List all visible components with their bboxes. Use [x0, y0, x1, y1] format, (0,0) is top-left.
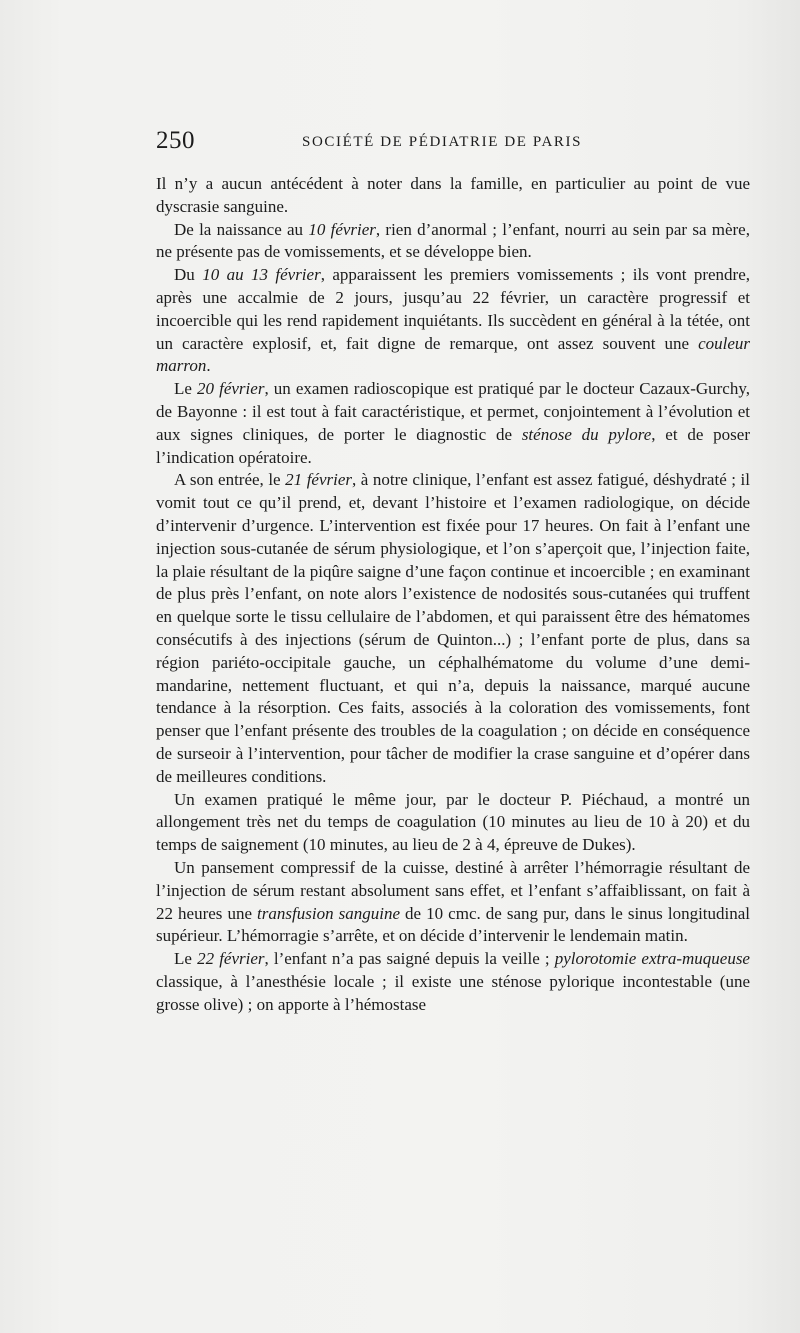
- text-run: , rien d’anormal ; l’enfant, nourri au sein par sa mère, ne présente pas de vomissements, et se développe bien.: [156, 219, 750, 262]
- text-run: Un examen pratiqué le même jour, par le docteur P. Piéchaud, a montré un allongement très net du temps de coagulation (10 minutes au lieu de 10 à 20) et du temps de saignement (10 minutes, au lieu de 2 à 4, épreuve de Dukes).: [156, 789, 750, 855]
- text-run: Il n’y a aucun antécédent à noter dans la famille, en particulier au point de vue dyscrasie sanguine.: [156, 174, 750, 216]
- paragraph-7: [156, 857, 750, 948]
- italic-run: 10 février: [308, 219, 376, 239]
- text-run: Un pansement compressif de la cuisse, destiné à arrêter l’hémorragie résultant de l’injection de sérum restant absolument sans effet, et l’enfant s’affaiblissant, on fait à 22 heures une: [156, 857, 750, 923]
- text-run: de 10 cmc. de sang pur, dans le sinus longitudinal supérieur. L’hémorragie s’arrête, et on décide d’intervenir le lendemain matin.: [156, 903, 751, 946]
- paragraph-3: [156, 264, 750, 378]
- italic-run: couleur marron: [156, 333, 750, 376]
- text-run: , et de poser l’indication opératoire.: [156, 424, 750, 467]
- text-run: Du: [174, 265, 203, 285]
- text-run: , à notre clinique, l’enfant est assez fatigué, déshydraté ; il vomit tout ce qu’il prend, et, devant l’histoire et l’examen radiologique, on décide d’intervenir d’urgence. L’intervention est fixée pour 17 heures. On fait à l’enfant une injection sous-cutanée de sérum physiologique, et l’on s’aperçoit que, l’injection faite, la plaie résultant de la piqûre saigne d’une façon continue et incoercible ; en examinant de plus près l’enfant, on note alors l’existence de nodosités sous-cutanées qui truffent en quelque sorte le tissu cellulaire de l’abdomen, et qui paraissent être des hématomes consécutifs à des injections (sérum de Quinton...) ; l’enfant porte de plus, dans sa région pariéto-occipitale gauche, un céphalhématome du volume d’une demi-mandarine, nettement fluctuant, et qui n’a, depuis la naissance, marqué aucune tendance à la résorption. Ces faits, associés à la coloration des vomissements, font penser que l’enfant présente des troubles de la coagulation ; on décide en conséquence de surseoir à l’intervention, pour tâcher de modifier la crase sanguine et d’opérer dans de meilleures conditions.: [156, 470, 750, 786]
- text-run: classique, à l’anesthésie locale ; il existe une sténose pylorique incontestable (une grosse olive) ; on apporte à l’hémostase: [156, 971, 750, 1014]
- italic-run: sténose du pylore: [521, 424, 652, 444]
- text-run: Le: [174, 949, 198, 969]
- italic-run: 21 février: [285, 470, 353, 490]
- paragraph-6: [156, 789, 750, 857]
- paragraph-8: [156, 948, 750, 1016]
- italic-run: 22 février: [197, 949, 265, 969]
- paragraph-4: [156, 378, 750, 469]
- text-run: , l’enfant n’a pas saigné depuis la veille ;: [264, 949, 555, 969]
- page-header: [156, 126, 748, 156]
- text-run: , un examen radioscopique est pratiqué par le docteur Cazaux-Gurchy, de Bayonne : il est tout à fait caractéristique, et permet, conjointement à l’évolution et aux signes cliniques, de porter le diagnostic de: [156, 379, 750, 444]
- paragraph-2: [156, 219, 750, 265]
- italic-run: 20 février: [197, 379, 265, 399]
- italic-run: transfusion sanguine: [257, 903, 400, 923]
- running-title: SOCIÉTÉ DE PÉDIATRIE DE PARIS: [302, 134, 583, 150]
- text-run: .: [206, 356, 211, 376]
- body-text: [156, 173, 750, 1016]
- paragraph-5: [156, 469, 750, 788]
- text-run: De la naissance au: [174, 219, 309, 239]
- text-run: , apparaissent les premiers vomissements ; ils vont prendre, après une accalmie de 2 jours, jusqu’au 22 février, un caractère progressif et incoercible qui les rend rapidement inquiétants. Ils succèdent en général à la tétée, ont un caractère explosif, et, fait digne de remarque, ont assez souvent une: [156, 265, 751, 353]
- page-number: 250: [156, 127, 195, 154]
- paragraph-1: [156, 173, 750, 219]
- text-run: Le: [174, 379, 198, 399]
- italic-run: pylorotomie extra-muqueuse: [554, 949, 750, 969]
- italic-run: 10 au 13 février: [202, 265, 321, 285]
- text-run: A son entrée, le: [174, 470, 286, 490]
